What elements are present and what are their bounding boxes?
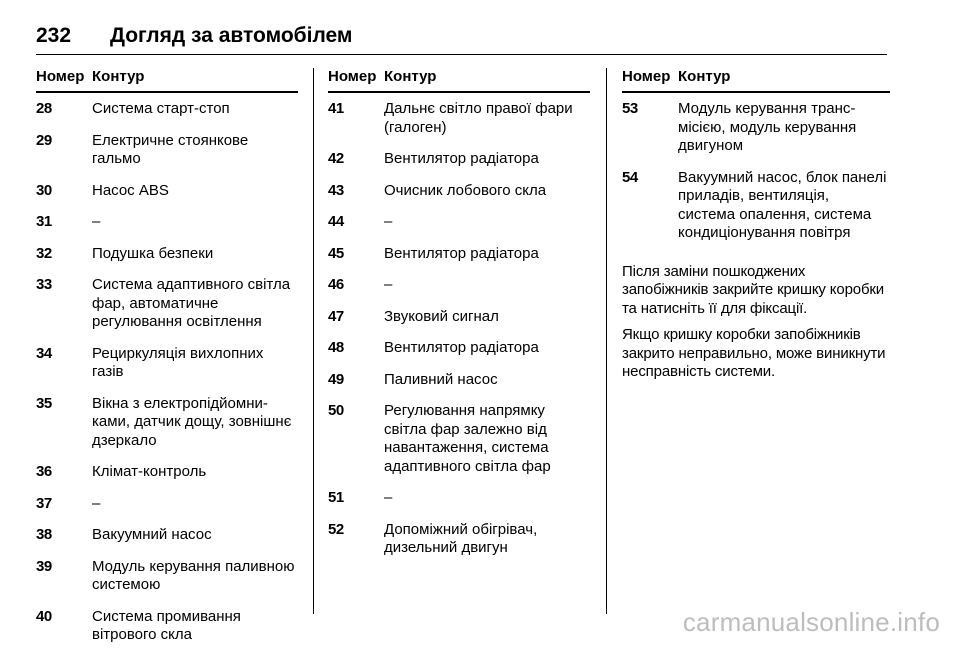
note-paragraph: Після заміни пошкоджених запобіжників закрийте кришку коробки та натисніть її для фіксації.	[622, 262, 885, 317]
table-row	[328, 301, 590, 333]
fuse-number: 51	[328, 489, 344, 506]
circuit-description: Вакуумний насос, блок панелі приладів, вентиляція, система опалення, система кондиціонування повітря	[678, 168, 887, 241]
fuse-number: 53	[622, 100, 638, 117]
table-row	[328, 238, 590, 270]
header-contour: Контур	[92, 68, 145, 85]
table-row	[36, 238, 298, 270]
header-number: Номер	[622, 68, 671, 85]
table-row	[328, 269, 590, 301]
header-number: Номер	[328, 68, 377, 85]
fuse-number: 49	[328, 370, 344, 388]
table-header	[36, 68, 298, 93]
circuit-description: Вентилятор радіатора	[384, 339, 539, 356]
fuse-number: 35	[36, 394, 52, 412]
table-row	[328, 364, 590, 396]
header-number: Номер	[36, 68, 85, 85]
circuit-description: –	[92, 213, 101, 230]
table-row	[36, 519, 298, 551]
watermark: carmanualsonline.info	[682, 607, 940, 637]
circuit-description: Звуковий сигнал	[384, 307, 499, 325]
circuit-description: Модуль керування трансмісією, модуль керування двигуном	[678, 100, 857, 154]
circuit-description: Подушка безпеки	[92, 244, 214, 262]
fuse-number: 31	[36, 213, 52, 230]
table-header	[622, 68, 890, 93]
table-row	[36, 125, 298, 175]
fuse-number: 36	[36, 463, 52, 480]
page-number: 232	[36, 24, 72, 47]
fuse-number: 28	[36, 100, 52, 117]
fuse-number: 43	[328, 181, 344, 199]
header-contour: Контур	[678, 68, 731, 85]
circuit-description: –	[384, 489, 393, 506]
table-row	[328, 395, 590, 482]
page-title: Догляд за автомобілем	[110, 24, 353, 47]
circuit-description: Регулювання напрямку світла фар залежно від навантаження, система адаптивного світла фар	[384, 402, 551, 475]
fuse-number: 45	[328, 244, 344, 262]
table-row	[328, 93, 590, 143]
fuse-number: 40	[36, 607, 52, 625]
fuse-number: 54	[622, 168, 638, 186]
circuit-description: Електричне стоянкове гальмо	[92, 131, 249, 167]
table-row	[36, 175, 298, 207]
circuit-description: Система адаптивного світла фар, автоматичне регулювання освітлення	[92, 276, 291, 330]
fuse-number: 47	[328, 307, 344, 325]
table-row	[328, 514, 590, 564]
fuse-number: 38	[36, 526, 52, 543]
fuse-number: 44	[328, 213, 344, 230]
circuit-description: Вікна з електропідйомниками, датчик дощу, зовнішнє дзеркало	[92, 394, 292, 449]
fuse-table-column-1	[36, 68, 298, 651]
fuse-number: 46	[328, 276, 344, 293]
note-paragraph: Якщо кришку коробки запобіжників закрито неправильно, може виникнути несправність системи.	[622, 326, 886, 380]
table-row	[36, 551, 298, 601]
circuit-description: Рециркуляція вихлопних газів	[92, 344, 264, 380]
table-row	[328, 332, 590, 364]
circuit-description: Система промивання вітрового скла	[92, 607, 241, 643]
table-row	[36, 338, 298, 388]
table-header	[328, 68, 590, 93]
circuit-description: Вакуумний насос	[92, 526, 212, 543]
table-row	[328, 482, 590, 514]
fuse-number: 29	[36, 131, 52, 149]
circuit-description: Дальнє світло правої фари (галоген)	[384, 100, 573, 136]
circuit-description: Вентилятор радіатора	[384, 150, 539, 167]
fuse-number: 33	[36, 276, 52, 293]
page-header	[36, 14, 887, 55]
table-row	[36, 488, 298, 520]
table-row	[328, 175, 590, 207]
table-row	[36, 269, 298, 338]
fuse-number: 50	[328, 402, 344, 419]
circuit-description: –	[384, 276, 393, 293]
table-row	[36, 206, 298, 238]
table-row	[328, 143, 590, 175]
table-row	[36, 456, 298, 488]
column-divider	[606, 68, 607, 614]
table-row	[36, 601, 298, 651]
circuit-description: Очисник лобового скла	[384, 181, 547, 199]
fuse-number: 30	[36, 181, 52, 199]
circuit-description: Паливний насос	[384, 370, 498, 388]
fuse-number: 32	[36, 244, 52, 262]
fuse-number: 52	[328, 520, 344, 538]
table-row	[622, 93, 890, 162]
table-row	[36, 93, 298, 125]
fuse-number: 48	[328, 339, 344, 356]
circuit-description: Насос ABS	[92, 181, 169, 199]
column-divider	[313, 68, 314, 614]
table-row	[36, 388, 298, 457]
fuse-number: 37	[36, 494, 52, 512]
circuit-description: Система старт-стоп	[92, 100, 230, 117]
circuit-description: Клімат-контроль	[92, 463, 207, 480]
fuse-number: 34	[36, 344, 52, 362]
circuit-description: Модуль керування паливною системою	[92, 557, 295, 593]
circuit-description: Вентилятор радіатора	[384, 244, 539, 262]
table-row	[328, 206, 590, 238]
fuse-table-column-2	[328, 68, 590, 564]
circuit-description: Допоміжний обігрівач, дизельний двигун	[384, 520, 538, 556]
circuit-description: –	[92, 494, 101, 512]
fuse-number: 42	[328, 150, 344, 167]
circuit-description: –	[384, 213, 393, 230]
fuse-table-column-3	[622, 68, 890, 382]
header-contour: Контур	[384, 68, 437, 85]
table-row	[622, 162, 890, 249]
fuse-number: 41	[328, 100, 344, 117]
fuse-number: 39	[36, 557, 52, 575]
